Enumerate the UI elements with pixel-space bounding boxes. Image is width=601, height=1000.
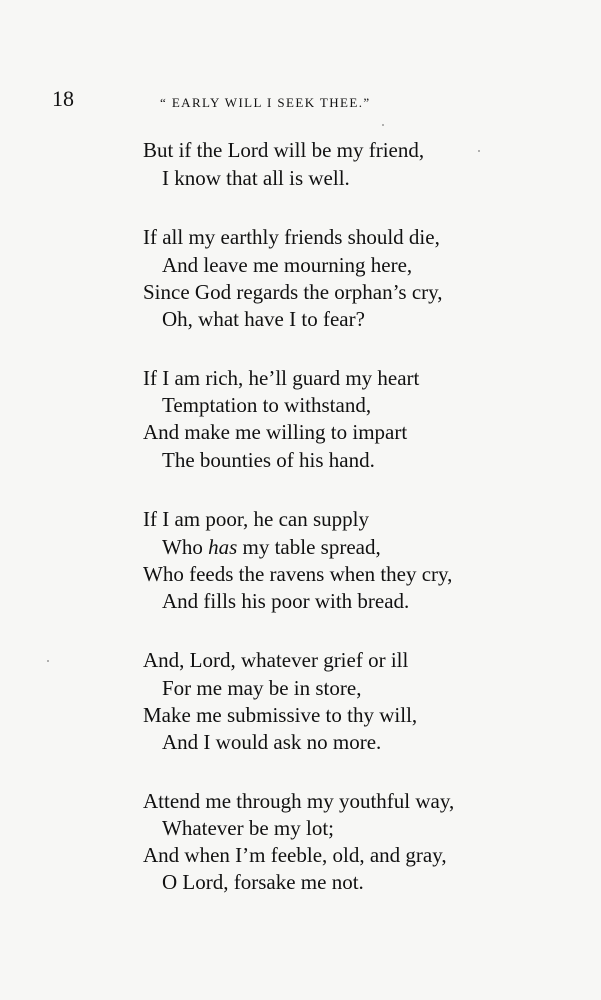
poem-line: And when I’m feeble, old, and gray, [143,843,447,867]
poem-line: I know that all is well. [162,166,350,190]
poem-line: But if the Lord will be my friend, [143,138,425,162]
poem-line: And, Lord, whatever grief or ill [143,648,409,672]
poem-line: Whatever be my lot; [162,816,335,840]
poem-line: And make me willing to impart [143,420,408,444]
poem-line: Since God regards the orphan’s cry, [143,280,443,304]
poem-line: Attend me through my youthful way, [143,789,455,813]
poem-line: If all my earthly friends should die, [143,225,440,249]
poem-line: If I am rich, he’ll guard my heart [143,366,420,390]
running-head: “ EARLY WILL I SEEK THEE.” [160,95,371,110]
paper-speck [478,150,480,152]
poem-line: For me may be in store, [162,676,362,700]
poem-line: And I would ask no more. [162,730,382,754]
poem-line: And fills his poor with bread. [162,589,410,613]
paper-speck [47,660,49,662]
poem-line: If I am poor, he can supply [143,507,370,531]
paper-speck [382,124,384,126]
poem-line: Who feeds the ravens when they cry, [143,562,453,586]
poem-line: Who has my table spread, [162,535,381,559]
poem-line: Temptation to withstand, [162,393,372,417]
poem-line: The bounties of his hand. [162,448,375,472]
poem-line: O Lord, forsake me not. [162,870,364,894]
page-number: 18 [52,86,74,111]
poem-line: Oh, what have I to fear? [162,307,365,331]
poem-line: And leave me mourning here, [162,253,413,277]
poem-line: Make me submissive to thy will, [143,703,418,727]
